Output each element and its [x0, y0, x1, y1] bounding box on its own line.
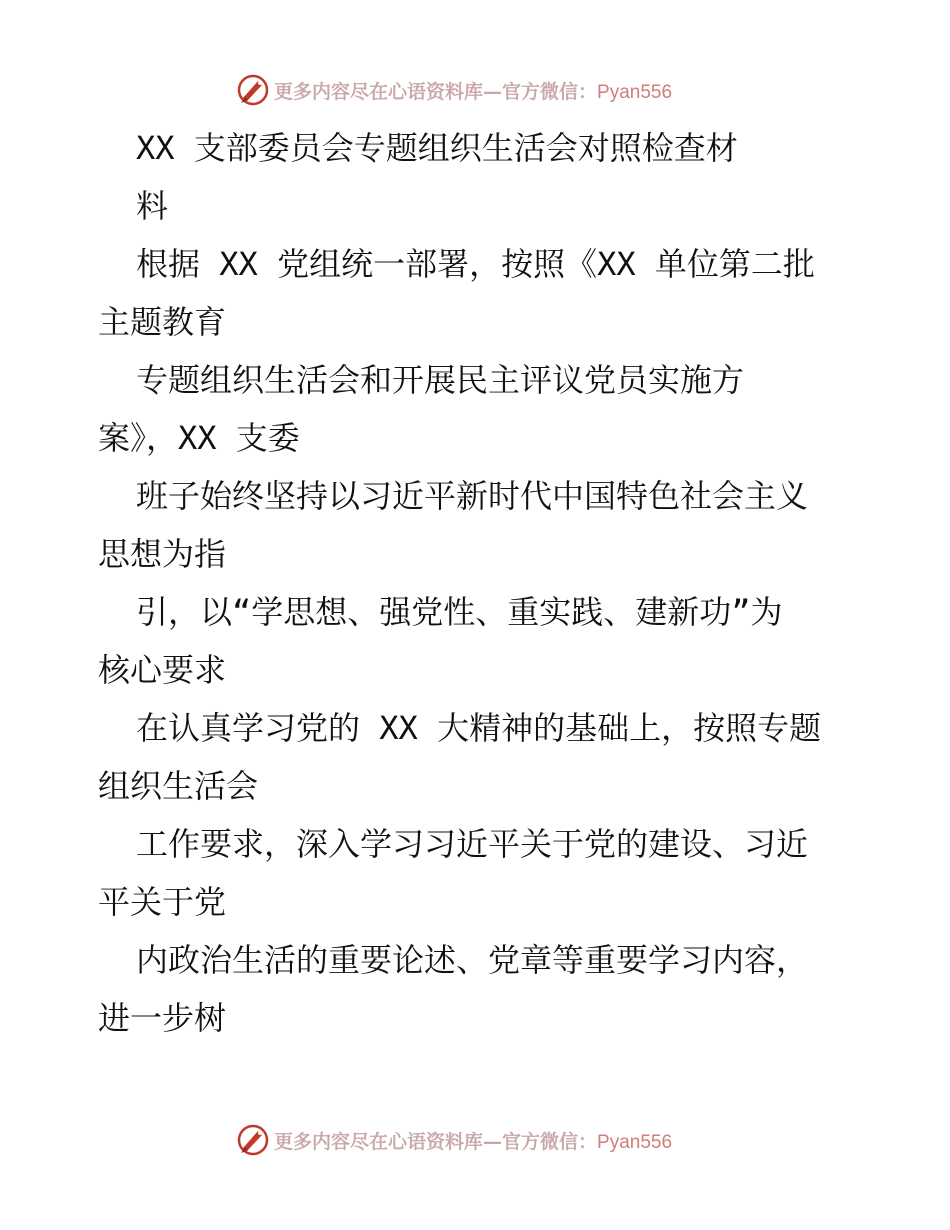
watermark-text: 更多内容尽在心语资料库—官方微信：Pyan556 — [274, 80, 673, 103]
watermark-text: 更多内容尽在心语资料库—官方微信：Pyan556 — [274, 1130, 673, 1153]
doc-title-line-1: XX 支部委员会专题组织生活会对照检查材 — [136, 129, 738, 167]
footer-watermark — [236, 1122, 672, 1158]
doc-paragraph-line: 工作要求，深入学习习近平关于党的建设、习近 — [136, 825, 809, 863]
doc-paragraph-line: 平关于党 — [98, 883, 227, 921]
doc-paragraph-line: 主题教育 — [98, 303, 227, 341]
doc-paragraph-line: 进一步树 — [98, 999, 227, 1037]
doc-paragraph-line: 内政治生活的重要论述、党章等重要学习内容， — [136, 941, 809, 979]
doc-paragraph-line: 班子始终坚持以习近平新时代中国特色社会主义 — [136, 477, 809, 515]
doc-paragraph-line: 在认真学习党的 XX 大精神的基础上，按照专题 — [136, 709, 822, 747]
doc-paragraph-line: 案》，XX 支委 — [98, 419, 300, 457]
pen-logo-icon — [236, 73, 270, 107]
doc-paragraph-line: 根据 XX 党组统一部署，按照《XX 单位第二批 — [136, 245, 815, 283]
doc-paragraph-line: 引，以“学思想、强党性、重实践、建新功”为 — [136, 593, 783, 631]
pen-logo-icon — [236, 1123, 270, 1157]
doc-paragraph-line: 思想为指 — [98, 535, 227, 573]
doc-paragraph-line: 专题组织生活会和开展民主评议党员实施方 — [136, 361, 745, 399]
doc-paragraph-line: 组织生活会 — [98, 767, 259, 805]
doc-title-line-2: 料 — [136, 187, 169, 225]
doc-paragraph-line: 核心要求 — [98, 651, 227, 689]
header-watermark — [236, 72, 672, 108]
